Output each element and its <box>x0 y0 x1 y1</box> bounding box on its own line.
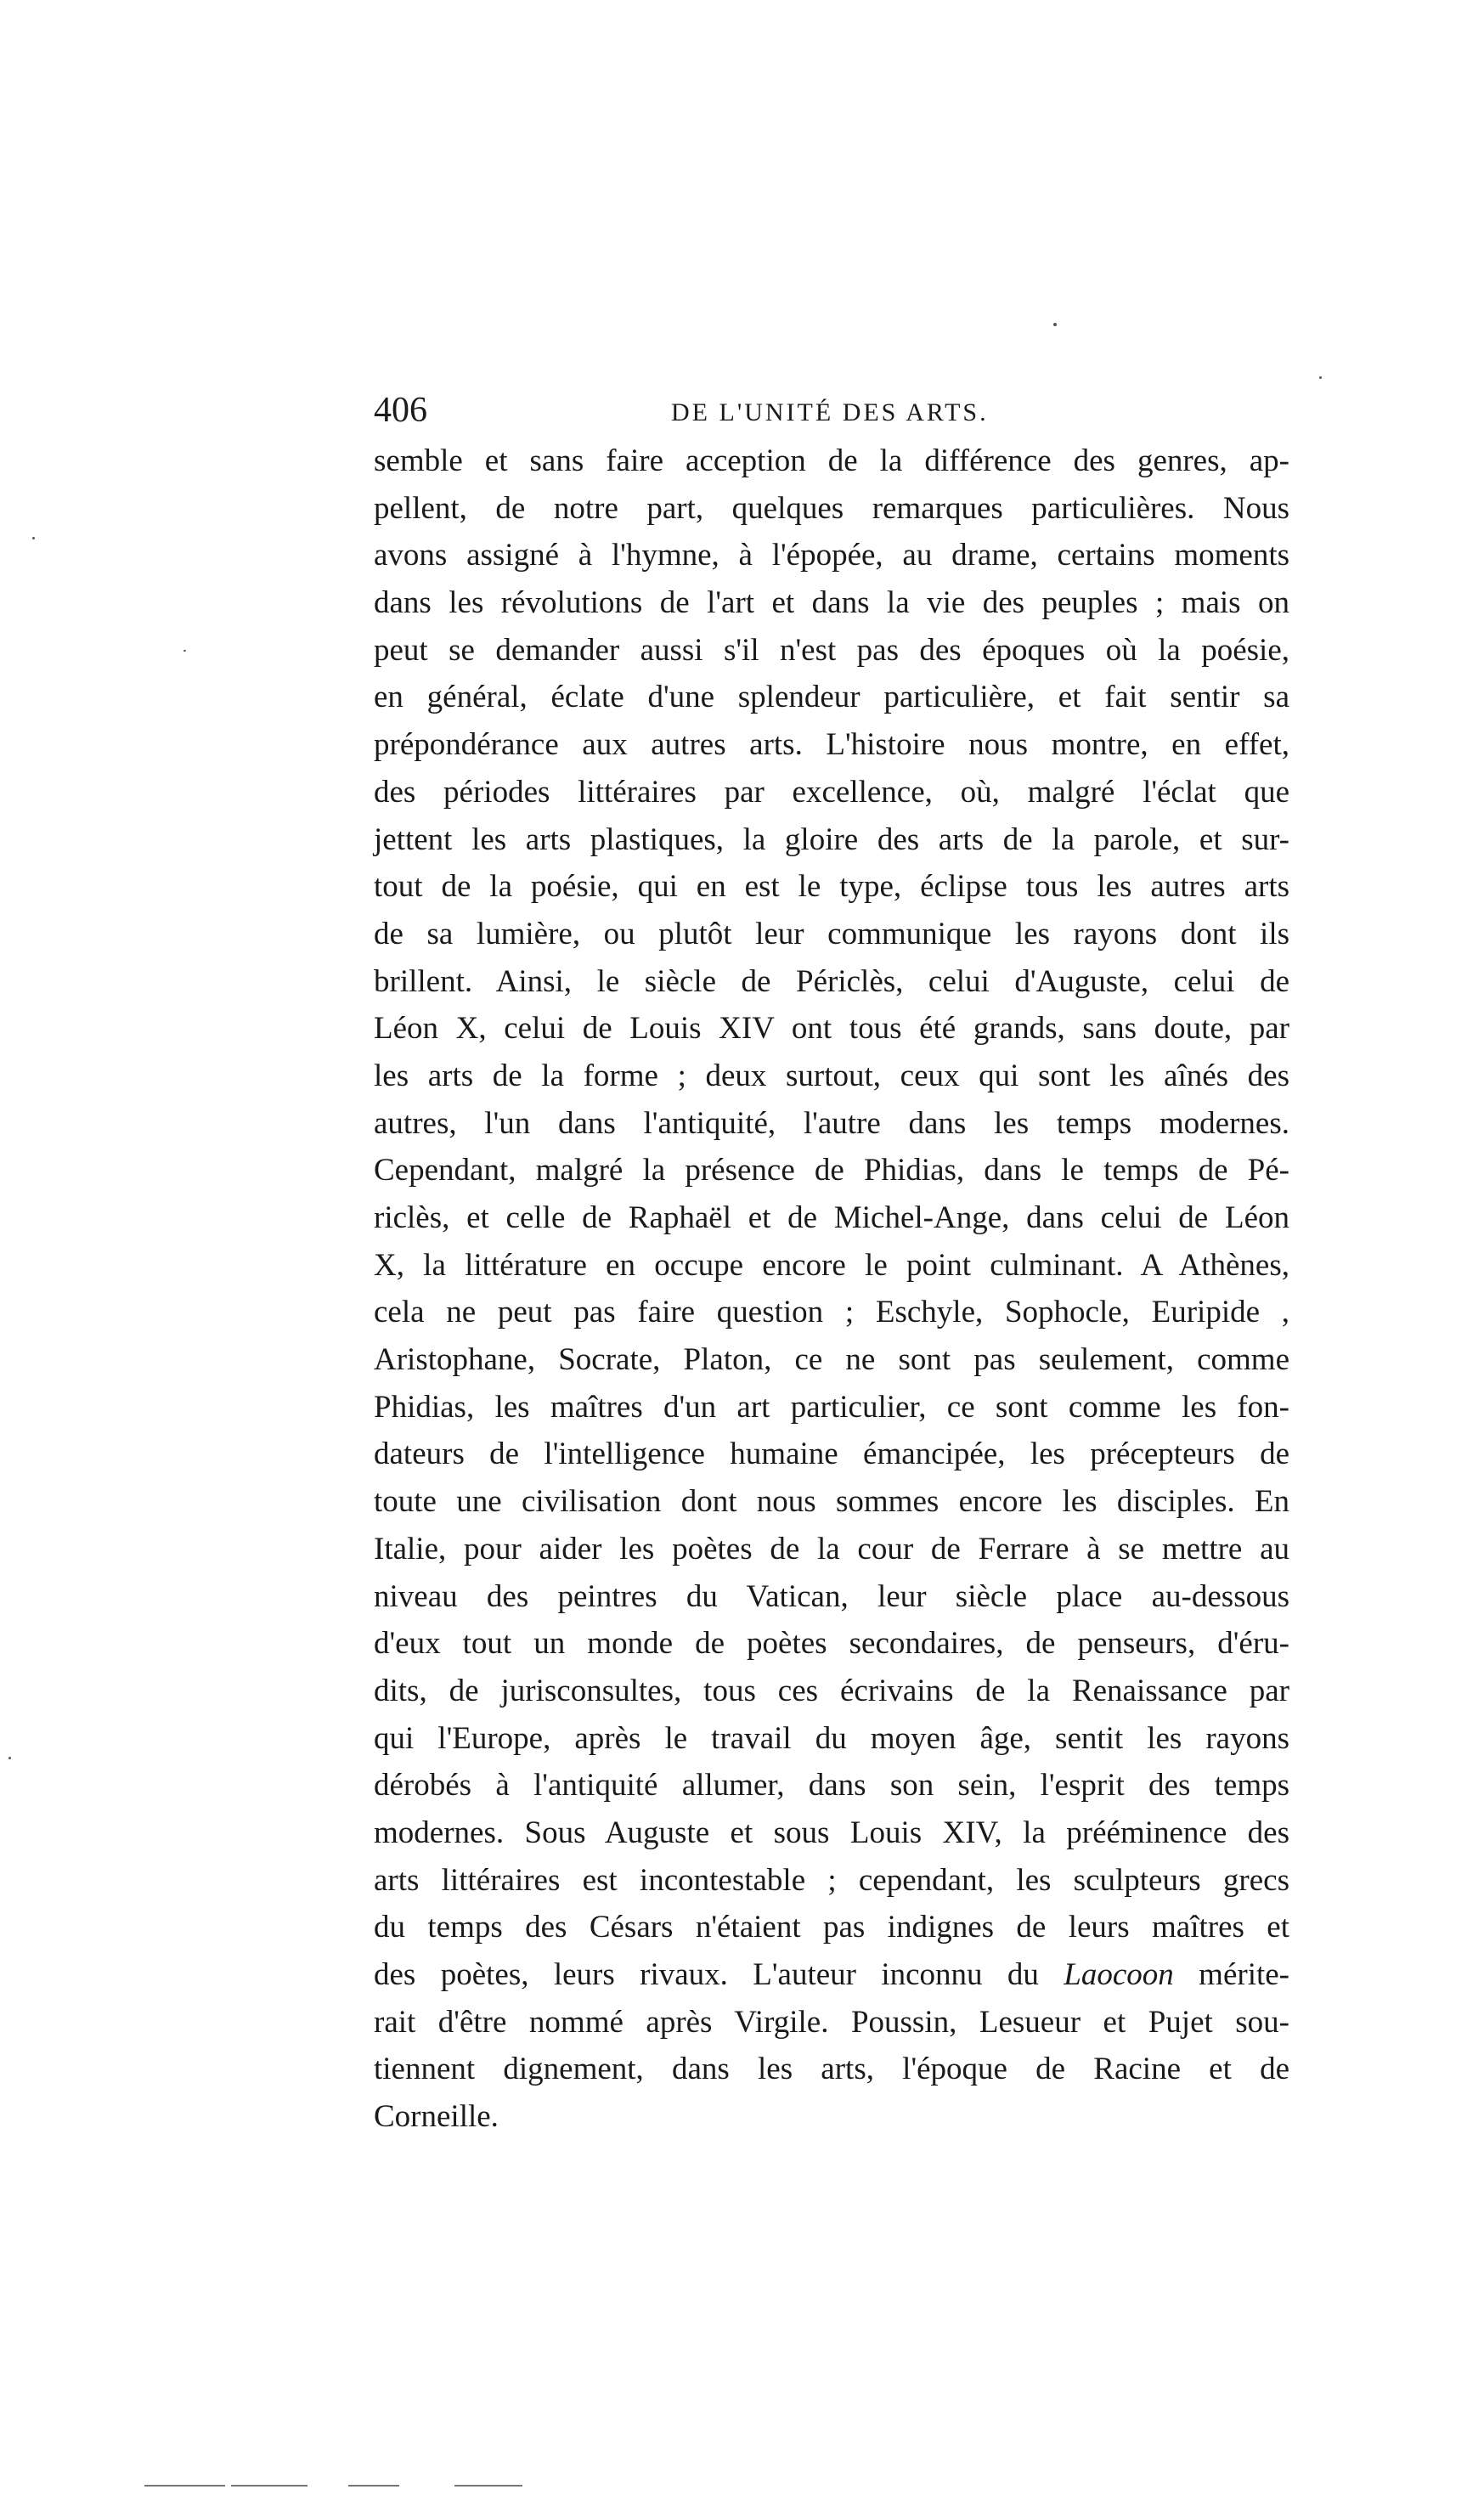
scan-speck <box>8 1757 11 1759</box>
text-line: arts littéraires est incontestable ; cependant, les sculpteurs grecs <box>374 1862 1289 1898</box>
scan-edge-mark <box>348 2485 399 2487</box>
scan-speck <box>1319 376 1322 379</box>
text-line: dans les révolutions de l'art et dans la vie des peuples ; mais on <box>374 585 1289 621</box>
running-title: DE L'UNITÉ DES ARTS. <box>671 398 989 426</box>
text-line: Aristophane, Socrate, Platon, ce ne sont pas seulement, comme <box>374 1342 1289 1378</box>
text-line: de sa lumière, ou plutôt leur communique les rayons dont ils <box>374 916 1289 951</box>
text-line-final: Corneille. <box>374 2099 499 2135</box>
text-line: Cependant, malgré la présence de Phidias, dans le temps de Pé- <box>374 1153 1289 1188</box>
text-line: du temps des Césars n'étaient pas indignes de leurs maîtres et <box>374 1910 1289 1945</box>
text-segment: des poètes, leurs rivaux. L'auteur inconnu du <box>374 1957 1039 1992</box>
text-line: cela ne peut pas faire question ; Eschyle, Sophocle, Euripide , <box>374 1295 1289 1330</box>
text-line: dits, de jurisconsultes, tous ces écrivains de la Renaissance par <box>374 1673 1289 1708</box>
text-line: brillent. Ainsi, le siècle de Périclès, celui d'Auguste, celui de <box>374 963 1289 999</box>
text-line: modernes. Sous Auguste et sous Louis XIV, la prééminence des <box>374 1815 1289 1850</box>
text-line: semble et sans faire acception de la différence des genres, ap- <box>374 443 1289 478</box>
text-line: niveau des peintres du Vatican, leur siècle place au-dessous <box>374 1578 1289 1614</box>
text-line: pellent, de notre part, quelques remarques particulières. Nous <box>374 490 1289 526</box>
text-line: les arts de la forme ; deux surtout, ceux qui sont les aînés des <box>374 1058 1289 1093</box>
scan-edge-mark <box>231 2485 308 2487</box>
text-line: riclès, et celle de Raphaël et de Michel-Ange, dans celui de Léon <box>374 1200 1289 1235</box>
text-segment: mérite- <box>1173 1957 1289 1992</box>
running-head <box>374 387 1291 434</box>
text-line: Léon X, celui de Louis XIV ont tous été grands, sans doute, par <box>374 1011 1289 1047</box>
text-line: en général, éclate d'une splendeur particulière, et fait sentir sa <box>374 680 1289 715</box>
text-line: avons assigné à l'hymne, à l'épopée, au drame, certains moments <box>374 538 1289 573</box>
text-line: des périodes littéraires par excellence, où, malgré l'éclat que <box>374 774 1289 810</box>
text-line: qui l'Europe, après le travail du moyen âge, sentit les rayons <box>374 1720 1289 1756</box>
scan-speck <box>32 537 35 539</box>
page-number: 406 <box>374 391 427 430</box>
text-line: peut se demander aussi s'il n'est pas des époques où la poésie, <box>374 632 1289 668</box>
text-line: X, la littérature en occupe encore le point culminant. A Athènes, <box>374 1247 1289 1283</box>
text-line: rait d'être nommé après Virgile. Poussin, Lesueur et Pujet sou- <box>374 2004 1289 2040</box>
text-line: tiennent dignement, dans les arts, l'époque de Racine et de <box>374 2052 1289 2087</box>
text-line: dérobés à l'antiquité allumer, dans son sein, l'esprit des temps <box>374 1768 1289 1804</box>
text-line: Italie, pour aider les poètes de la cour de Ferrare à se mettre au <box>374 1531 1289 1566</box>
text-line: tout de la poésie, qui en est le type, éclipse tous les autres arts <box>374 869 1289 905</box>
text-line: d'eux tout un monde de poètes secondaires, de penseurs, d'éru- <box>374 1626 1289 1662</box>
scan-speck <box>1053 323 1057 326</box>
body-paragraph <box>374 437 1289 2141</box>
text-line: prépondérance aux autres arts. L'histoire nous montre, en effet, <box>374 727 1289 763</box>
scan-edge-mark <box>454 2485 522 2487</box>
text-line: dateurs de l'intelligence humaine émancipée, les précepteurs de <box>374 1437 1289 1472</box>
text-line: toute une civilisation dont nous sommes encore les disciples. En <box>374 1484 1289 1520</box>
italic-title: Laocoon <box>1064 1957 1174 1992</box>
text-line: Phidias, les maîtres d'un art particulier, ce sont comme les fon- <box>374 1389 1289 1425</box>
text-line-with-italic <box>374 1951 1289 1999</box>
scan-edge-mark <box>144 2485 225 2487</box>
scan-speck <box>183 650 186 652</box>
text-line: autres, l'un dans l'antiquité, l'autre dans les temps modernes. <box>374 1105 1289 1141</box>
text-line: jettent les arts plastiques, la gloire des arts de la parole, et sur- <box>374 821 1289 857</box>
